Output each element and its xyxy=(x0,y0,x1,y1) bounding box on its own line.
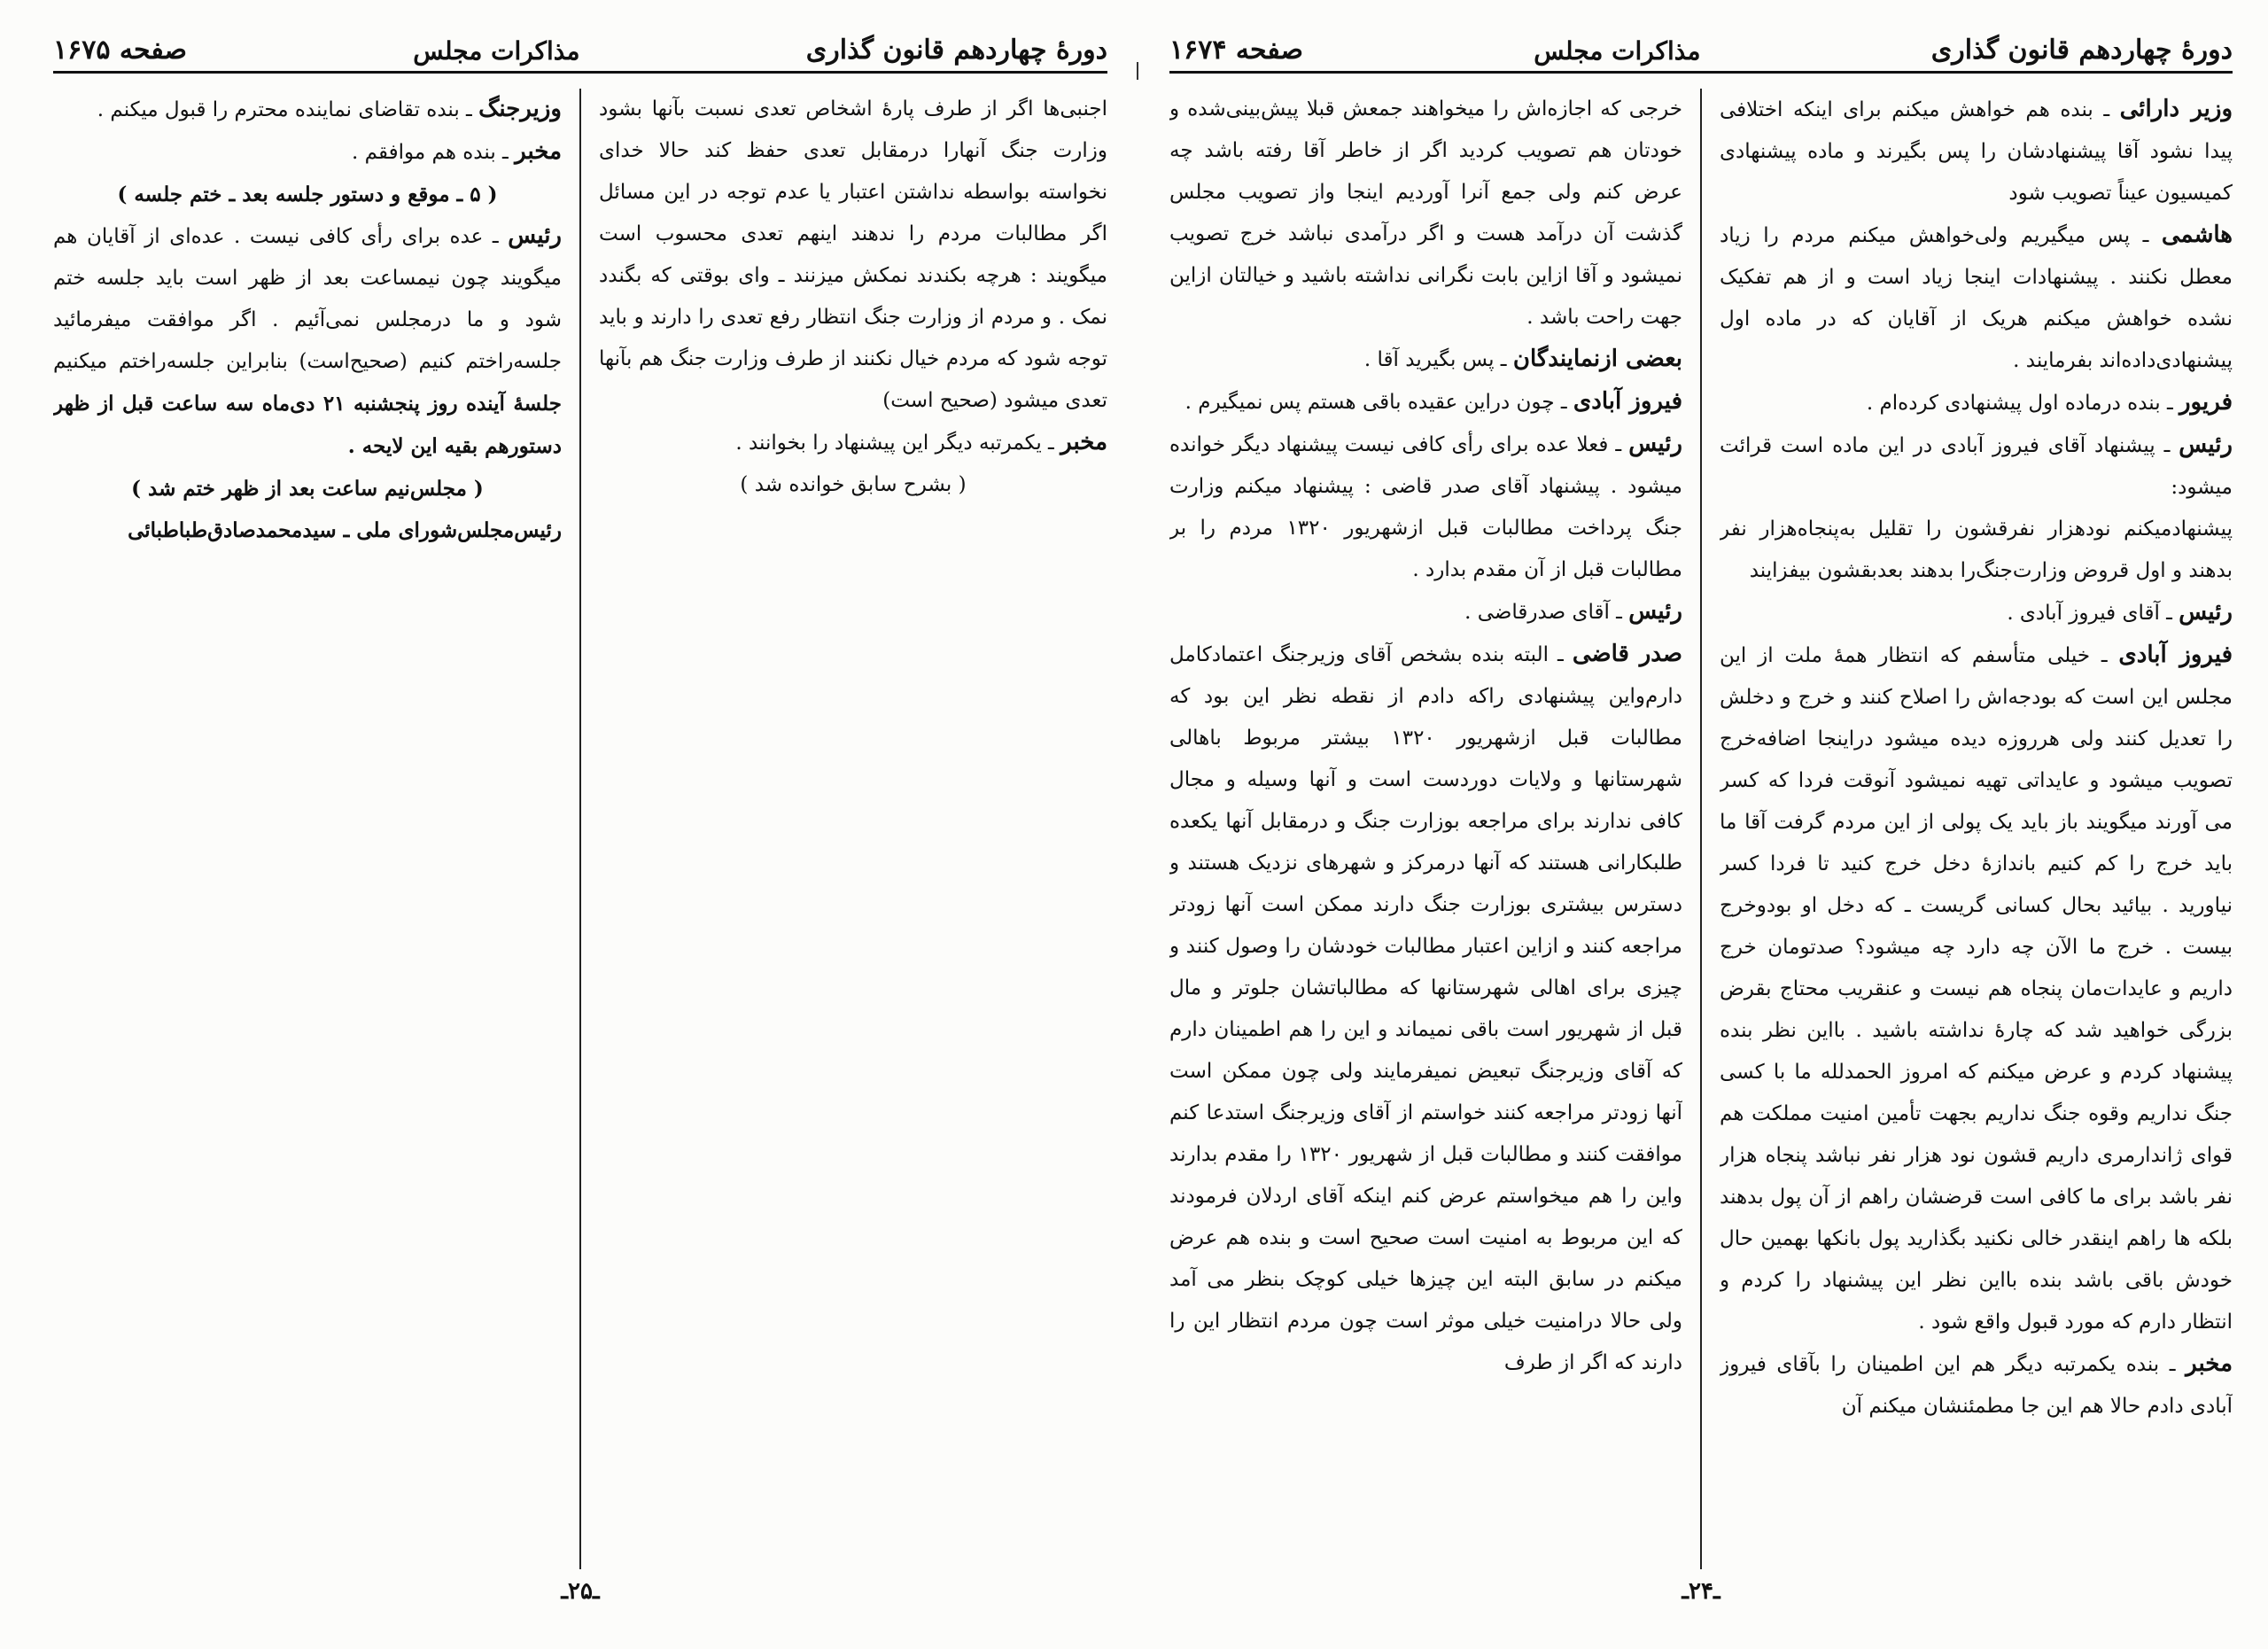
page-1674 xyxy=(1169,0,2233,1649)
paragraph xyxy=(1720,89,2233,214)
header-title: دورهٔ چهاردهم قانون گذاری xyxy=(805,35,1107,66)
header-subtitle: مذاکرات مجلس xyxy=(1534,36,1701,66)
column-divider xyxy=(1700,89,1702,1569)
next-session-notice: جلسهٔ آینده روز پنجشنبه ۲۱ دی‌ماه سه ساعت قبل از ظهر دستورهم بقیه این لایحه . xyxy=(53,392,562,458)
speech-text: ـ خیلی متأسفم که انتظار همهٔ ملت از این مجلس این است که بودجه‌اش را اصلاح کنند و خرج و دخلش را تعدیل کنند ولی هرروزه دیده میشود دراینجا اضافه‌خرج تصویب میشود و عایداتی تهیه نمیشود آنوقت فردا که کسر می آورند میگویند باز باید یک پولی از این مردم گرفت آقا ما باید خرج را کم کنیم باندازهٔ دخل خرج کنید تا فردا کسر نیاورید . بیائید بحال کسانی گریست ـ که دخل او بودوخرج بیست . خرج ما الآن چه دارد چه میشود؟ صدتومان خرج داریم و عایدات‌مان پنجاه هم نیست و عنقریب محتاج بقرض بزرگی خواهید شد که چارهٔ نداشته باشید . بااین نظر بنده پیشنهاد کردم و عرض میکنم که امروز الحمدلله ما با کسی جنگ نداریم وقوه جنگ نداریم بجهت تأمین امنیت مملکت هم قوای ژاندارمری داریم قشون نود هزار نفر نباشد پنجاه هزار نفر باشد برای ما کافی است قرضشان راهم از آن پول بدهند بلکه ها راهم اینقدر خالی نکنید بگذارید پول بانکها بهمین حال خودش باقی باشد بنده بااین نظر این پیشنهاد را کردم و انتظار دارم که مورد قبول واقع شود . xyxy=(1720,644,2233,1334)
speech-text: ـ پس بگیرید آقا . xyxy=(1363,348,1513,371)
text-columns xyxy=(1169,89,2233,1569)
header-page-label: صفحه ۱۶۷۴ xyxy=(1169,35,1304,66)
paragraph xyxy=(599,422,1107,464)
text-columns xyxy=(53,89,1107,1569)
speech-text: ـ آقای صدرقاضی . xyxy=(1464,601,1629,624)
speech-text: ـ بنده درماده اول پیشنهادی کرده‌ام . xyxy=(1866,392,2179,415)
speaker-name: صدر قاضی xyxy=(1572,641,1682,667)
speech-text: پیشنهادمیکنم نودهزار نفرقشون را تقلیل به‌پنجاه‌هزار نفر بدهند و اول قروض وزارت‌جنگ‌را بدهند بعدبقشون بیفزایند xyxy=(1720,517,2233,582)
speech-text: ـ عده برای رأی کافی نیست . عده‌ای از آقایان هم میگویند چون نیمساعت بعد از ظهر است باید جلسه ختم شود و ما درمجلس نمی‌آئیم . اگر موافقت میفرمائید جلسه‌راختم کنیم (صحیح‌است) بنابراین جلسه‌راختم میکنیم xyxy=(53,225,562,373)
speaker-name: فیروز آبادی xyxy=(2118,642,2233,668)
paragraph xyxy=(1720,592,2233,634)
header-subtitle: مذاکرات مجلس xyxy=(413,36,580,66)
speech-text: ـ بنده هم موافقم . xyxy=(352,141,516,164)
signature: رئیس‌مجلس‌شورای ملی ـ سیدمحمدصادق‌طباطبائی xyxy=(128,518,562,542)
speech-text: ـ بنده یکمرتبه دیگر هم این اطمینان را بآقای فیروز آبادی دادم حالا هم این جا مطمئنشان میکنم آن xyxy=(1720,1353,2233,1418)
paragraph xyxy=(53,89,562,131)
page-1675 xyxy=(53,0,1107,1649)
paragraph xyxy=(53,215,562,468)
speech-text: ـ پس میگیریم ولی‌خواهش میکنم مردم را زیاد معطل نکنند . پیشنهادات اینجا زیاد است و از هم تفکیک نشده خواهش میکنم هریک از آقایان که در ماده اول پیشنهادی‌داده‌اند بفرمایند . xyxy=(1720,224,2233,372)
speaker-name: فیروز آبادی xyxy=(1573,388,1682,415)
paragraph xyxy=(53,131,562,174)
speaker-name: مخبر xyxy=(1060,429,1107,455)
page-header xyxy=(1169,19,2233,74)
speaker-name: هاشمی xyxy=(2161,222,2233,248)
section-heading: ( ۵ ـ موقع و دستور جلسه بعد ـ ختم جلسه ) xyxy=(117,183,498,206)
speaker-name: رئیس xyxy=(508,222,562,249)
header-page-label: صفحه ۱۶۷۵ xyxy=(53,35,188,66)
speech-text: ـ فعلا عده برای رأی کافی نیست پیشنهاد دیگر خوانده میشود . پیشنهاد آقای صدر قاضی : پیشنهاد میکنم وزارت جنگ پرداخت مطالبات قبل ازشهریور ۱۳۲۰ مردم را بر مطالبات قبل از آن مقدم بدارد . xyxy=(1169,433,1682,581)
speech-text: ـ یکمرتبه دیگر این پیشنهاد را بخوانند . xyxy=(735,432,1061,455)
speech-text: ـ چون دراین عقیده باقی هستم پس نمیگیرم . xyxy=(1184,391,1573,414)
paragraph xyxy=(1169,591,1682,634)
speaker-name: وزیر دارائی xyxy=(2119,96,2233,122)
page-folio: ـ۲۴ـ xyxy=(1682,1578,1720,1605)
speaker-name: رئیس xyxy=(1628,431,1682,457)
speech-text: ـ بنده هم خواهش میکنم برای اینکه اختلافی پیدا نشود آقا پیشنهادشان را پس بگیرند و ماده پیشنهادی کمیسیون عیناً تصویب شود xyxy=(1720,98,2233,205)
paragraph xyxy=(1169,89,1682,338)
speech-text: خرجی که اجازه‌اش را میخواهند جمعش قبلا پیش‌بینی‌شده و خودتان هم تصویب کردید اگر از خاطر آقا رفته باشد چه عرض کنم ولی جمع آنرا آوردیم اینجا واز تصویب مجلس گذشت آن درآمد هست و اگر درآمدی نباشد خرج تصویب نمیشود و آقا ازاین بابت نگرانی نداشته باشید و خیالتان ازاین جهت راحت باشد . xyxy=(1169,97,1682,329)
page-header xyxy=(53,19,1107,74)
paragraph xyxy=(1169,381,1682,424)
paragraph xyxy=(1169,424,1682,591)
paragraph xyxy=(1720,214,2233,382)
paragraph xyxy=(1169,634,1682,1384)
header-title: دورهٔ چهاردهم قانون گذاری xyxy=(1930,35,2233,66)
speaker-name: رئیس xyxy=(2179,432,2233,458)
speech-text: ـ آقای فیروز آبادی . xyxy=(2007,602,2179,625)
spread-gutter-mark xyxy=(1137,62,1138,80)
speaker-name: مخبر xyxy=(2186,1350,2233,1377)
speaker-name: وزیرجنگ xyxy=(478,96,562,122)
column-divider xyxy=(579,89,581,1569)
column-right xyxy=(599,89,1107,1569)
paragraph xyxy=(1720,424,2233,509)
speaker-name: مخبر xyxy=(515,138,562,165)
paragraph xyxy=(1169,338,1682,381)
column-left xyxy=(1169,89,1682,1569)
speech-text: ـ البته بنده بشخص آقای وزیرجنگ اعتمادکامل دارم‌واین پیشنهادی راکه دادم از نقطه نظر این بود که مطالبات قبل ازشهریور ۱۳۲۰ بیشتر مربوط باهالی شهرستانها و ولایات دوردست است و آنها وسیله و مجال کافی ندارند برای مراجعه بوزارت جنگ و درمقابل آنها یکعده طلبکارانی هستند که آنها درمرکز و شهرهای نزدیک هستند و دسترس بیشتری بوزارت جنگ دارند ممکن است آنها زودتر مراجعه کنند و ازاین اعتبار مطالبات خودشان را وصول کنند و چیزی برای اهالی شهرستانها که مطالباتشان جلوتر و مال قبل از شهریور است باقی نمیماند و این را هم اطمینان دارم که آقای وزیرجنگ تبعیض نمیفرمایند ولی چون ممکن است آنها زودتر مراجعه کنند خواستم از آقای وزیرجنگ استدعا کنم موافقت کنند و مطالبات قبل از شهریور ۱۳۲۰ را مقدم بدارند واین را هم میخواستم عرض کنم اینکه آقای اردلان فرمودند که این مربوط به امنیت است صحیح است و بنده هم عرض میکنم در سابق البته این چیزها خیلی کوچک بنظر می آمد ولی حالا درامنیت خیلی موثر است چون مردم انتظار این را دارند که اگر از طرف xyxy=(1169,643,1682,1374)
speech-text: ـ بنده تقاضای نماینده محترم را قبول میکنم . xyxy=(97,98,479,121)
paragraph xyxy=(1720,634,2233,1343)
paragraph: اجنبی‌ها اگر از طرف پاره‌ٔ اشخاص تعدی نسبت بآنها بشود وزارت جنگ آنهارا درمقابل تعدی حفظ کند حالا خدای نخواسته بواسطه نداشتن اعتبار یا عدم توجه در این مسائل اگر مطالبات مردم را ندهند اینهم تعدی محسوب است میگویند : هرچه بکندند نمکش میزنند ـ وای بوقتی که بگندد نمک . و مردم از وزارت جنگ انتظار رفع تعدی را دارند و باید توجه شود که مردم خیال نکنند از طرف وزارت جنگ هم بآنها تعدی میشود (صحیح است) xyxy=(599,97,1107,412)
speaker-name: رئیس xyxy=(1628,598,1682,625)
editorial-note: ( بشرح سابق خوانده شد ) xyxy=(740,473,967,496)
column-left xyxy=(53,89,562,1569)
speaker-name: رئیس xyxy=(2179,599,2233,626)
speaker-name: فریور xyxy=(2179,389,2233,416)
page-folio: ـ۲۵ـ xyxy=(561,1578,600,1605)
speech-text: ـ پیشنهاد آقای فیروز آبادی در این ماده است قرائت میشود: xyxy=(1720,434,2233,499)
paragraph xyxy=(1720,382,2233,424)
closing-note: ( مجلس‌نیم ساعت بعد از ظهر ختم شد ) xyxy=(131,477,484,501)
paragraph xyxy=(1720,509,2233,592)
column-right xyxy=(1720,89,2233,1569)
paragraph xyxy=(1720,1343,2233,1427)
speaker-name: بعضی ازنمایندگان xyxy=(1512,346,1682,372)
